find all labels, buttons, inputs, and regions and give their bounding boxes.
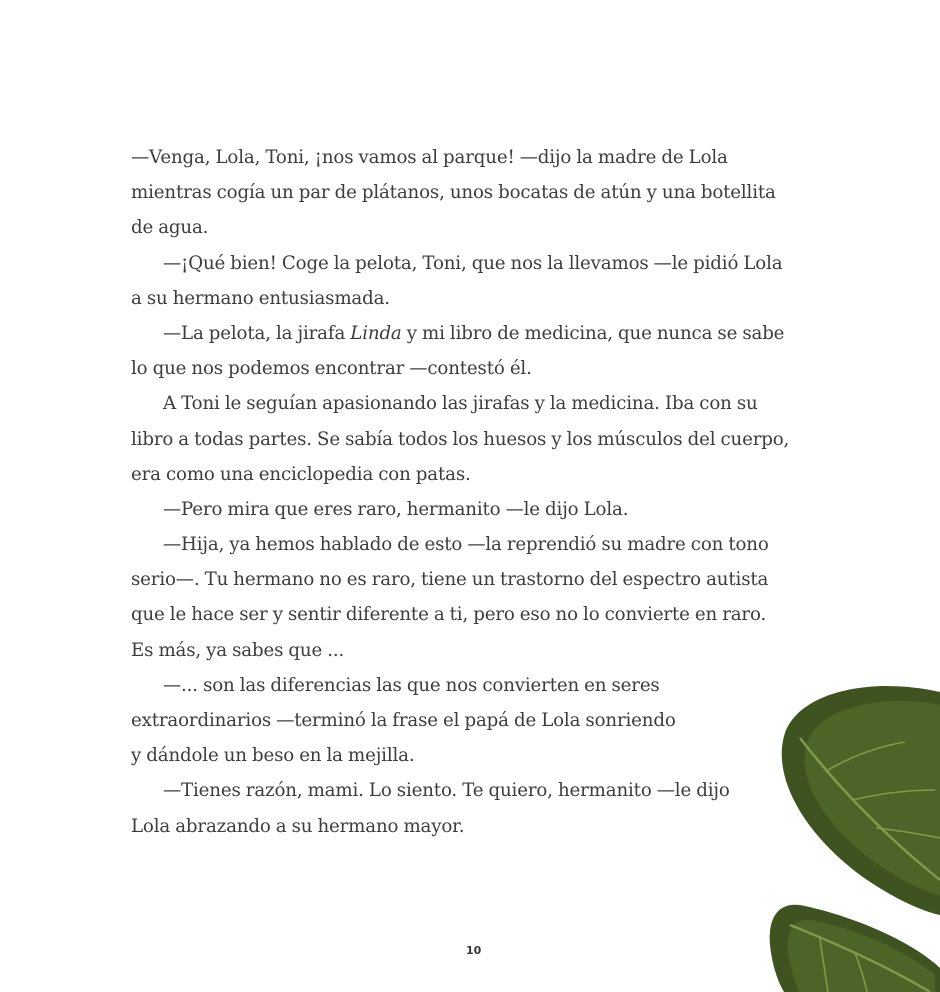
giraffe-name: Linda xyxy=(350,322,402,344)
text-line: —Tienes razón, mami. Lo siento. Te quiero, hermanito —le dijo xyxy=(163,780,730,802)
page-number: 10 xyxy=(466,944,482,957)
text-line: —¡Qué bien! Coge la pelota, Toni, que nos la llevamos —le pidió Lola xyxy=(163,252,783,274)
text-line: —Hija, ya hemos hablado de esto —la reprendió su madre con tono xyxy=(163,534,769,556)
text-line: extraordinarios —terminó la frase el papá de Lola sonriendo xyxy=(131,710,676,731)
text-line xyxy=(131,316,821,351)
text-line: libro a todas partes. Se sabía todos los huesos y los músculos del cuerpo, xyxy=(131,428,790,450)
text-line: Es más, ya sabes que ... xyxy=(131,639,345,661)
text-line: —Pero mira que eres raro, hermanito —le dijo Lola. xyxy=(163,498,629,520)
text-line: Lola abrazando a su hermano mayor. xyxy=(131,815,465,837)
text-line: —... son las diferencias las que nos convierten en seres xyxy=(163,674,660,696)
text-segment: y mi libro de medicina, que nunca se sabe xyxy=(401,322,785,344)
text-line: —Venga, Lola, Toni, ¡nos vamos al parque! —dijo la madre de Lola xyxy=(131,147,728,168)
text-line: que le hace ser y sentir diferente a ti, pero eso no lo convierte en raro. xyxy=(131,604,767,626)
text-line: lo que nos podemos encontrar —contestó él. xyxy=(131,358,532,380)
leaf-icon xyxy=(770,905,940,992)
text-line: a su hermano entusiasmada. xyxy=(131,287,390,309)
text-line: era como una enciclopedia con patas. xyxy=(131,463,471,485)
text-line: A Toni le seguían apasionando las jirafas y la medicina. Iba con su xyxy=(163,393,758,415)
text-line: de agua. xyxy=(131,217,209,239)
text-segment: —La pelota, la jirafa xyxy=(163,322,351,344)
text-line: mientras cogía un par de plátanos, unos bocatas de atún y una botellita xyxy=(131,182,776,204)
text-line: serio—. Tu hermano no es raro, tiene un trastorno del espectro autista xyxy=(131,569,769,591)
text-line: y dándole un beso en la mejilla. xyxy=(131,745,415,767)
story-text xyxy=(131,140,821,844)
